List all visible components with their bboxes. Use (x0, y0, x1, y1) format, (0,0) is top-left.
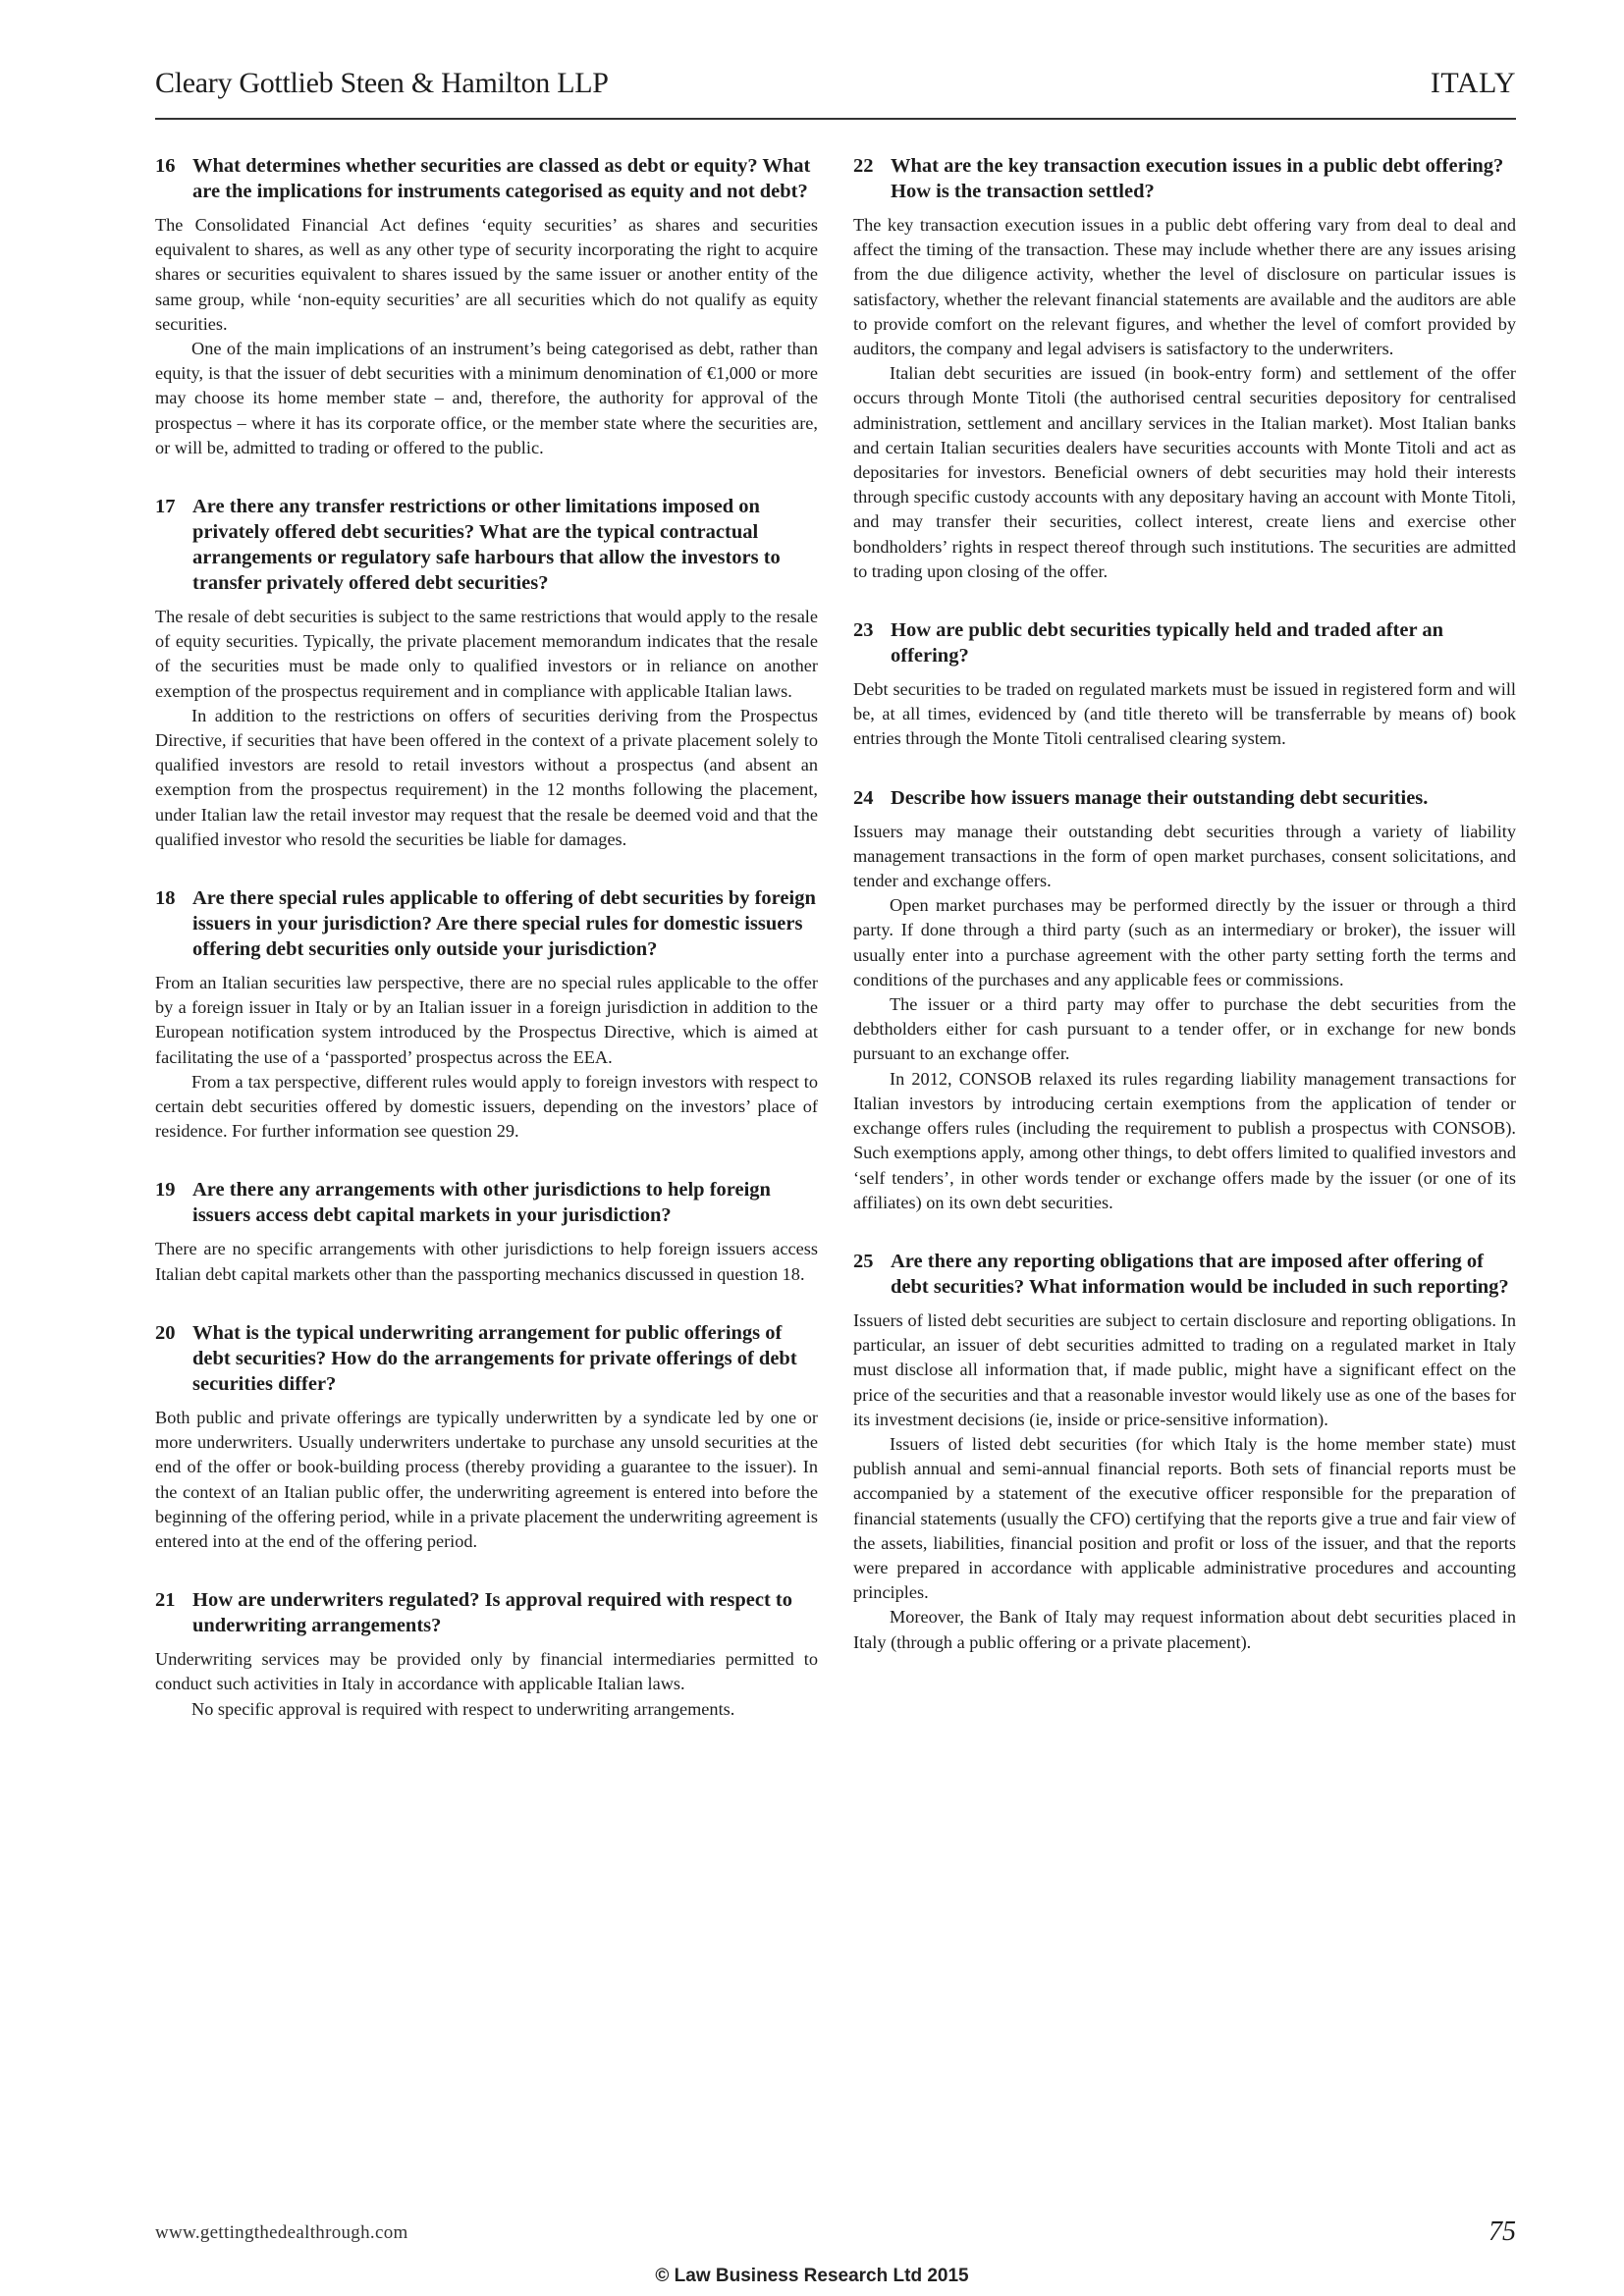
question-number: 20 (155, 1321, 176, 1344)
page-header (155, 65, 1516, 120)
answer-paragraph: In addition to the restrictions on offers of securities deriving from the Prospectus Directive, if securities that have been offered in the context of a private placement solely to qualified investors are resold to retail investors without a prospectus (and absent an exemption from the prospectus requirement) in the 12 months following the placement, under Italian law the retail investor may request that the resale be deemed void and that the qualified investor who resold the securities be liable for damages. (155, 705, 818, 849)
question-text: How are underwriters regulated? Is approval required with respect to underwriting arrangements? (192, 1589, 792, 1637)
question-heading (853, 612, 1516, 668)
question-number: 25 (853, 1250, 874, 1272)
question-text: What are the key transaction execution issues in a public debt offering? How is the transaction settled? (891, 155, 1504, 202)
answer-paragraph: Both public and private offerings are typically underwritten by a syndicate led by one or more underwriters. Usually underwriters undertake to purchase any unsold securities at the end of the offer or book-building process (thereby providing a guarantee to the issuer). In the context of an Italian public offer, the underwriting agreement is entered into before the beginning of the offering period, while in a private placement the underwriting agreement is entered into at the end of the offering period. (155, 1407, 818, 1551)
question-text: Are there special rules applicable to offering of debt securities by foreign issuers in your jurisdiction? Are there special rules for domestic issuers offering debt securities only outside your jurisdiction? (192, 887, 816, 961)
answer-paragraph: The resale of debt securities is subject to the same restrictions that would apply to the resale of equity securities. Typically, the private placement memorandum indicates that the resale of the securities must be made only to qualified investors or in reliance on another exemption of the prospectus requirement and in compliance with applicable Italian laws. (155, 607, 818, 701)
question-number: 21 (155, 1589, 176, 1612)
qa-section (155, 147, 818, 460)
answer-paragraph: No specific approval is required with respect to underwriting arrangements. (191, 1698, 735, 1719)
qa-section (155, 488, 818, 852)
answer-paragraph: Underwriting services may be provided only by financial intermediaries permitted to conduct such activities in Italy in accordance with applicable Italian laws. (155, 1649, 818, 1694)
question-heading (155, 880, 818, 962)
qa-section (853, 779, 1516, 1215)
question-number: 24 (853, 786, 874, 809)
answer-paragraph: From a tax perspective, different rules would apply to foreign investors with respect to certain debt securities offered by domestic issuers, depending on the investors’ place of residence. For further information see question 29. (155, 1071, 818, 1142)
question-number: 23 (853, 619, 874, 642)
copyright-notice: © Law Business Research Ltd 2015 (655, 2266, 969, 2286)
question-heading (155, 1314, 818, 1397)
footer-url[interactable]: www.gettingthedealthrough.com (155, 2222, 408, 2243)
question-number: 16 (155, 155, 176, 177)
answer-paragraph: The key transaction execution issues in a public debt offering vary from deal to deal and affect the timing of the transaction. These may include whether there are any issues arising from the due diligence activity, whether the level of disclosure on particular issues is satisfactory, whether the relevant financial statements are available and the auditors are able to provide comfort on the relevant figures, and whether the level of comfort provided by auditors, the company and legal advisers is satisfactory to the underwriters. (853, 215, 1516, 359)
answer-paragraph: Open market purchases may be performed directly by the issuer or through a third party. If done through a third party (such as an intermediary or broker), the issuer will usually enter into a purchase agreement with the other party setting forth the terms and conditions of the purchases and any applicable fees or commissions. (853, 895, 1516, 989)
answer-paragraph: Moreover, the Bank of Italy may request information about debt securities placed in Italy (through a public offering or a private placement). (853, 1607, 1516, 1652)
question-text: Describe how issuers manage their outstanding debt securities. (891, 786, 1429, 809)
answer-paragraph: From an Italian securities law perspective, there are no special rules applicable to the offer by a foreign issuer in Italy or by an Italian issuer in a foreign jurisdiction in addition to the European notification system introduced by the Prospectus Directive, which is aimed at facilitating the use of a ‘passported’ prospectus across the EEA. (155, 973, 818, 1067)
question-text: What is the typical underwriting arrangement for public offerings of debt securities? How do the arrangements for private offerings of debt securities differ? (192, 1321, 797, 1395)
left-column (155, 147, 818, 1749)
answer-paragraph: Italian debt securities are issued (in book-entry form) and settlement of the offer occurs through Monte Titoli (the authorised central securities depository for centralised administration, settlement and ancillary services in the Italian market). Most Italian banks and certain Italian securities dealers have securities accounts with Monte Titoli and act as depositaries for investors. Beneficial owners of debt securities may hold their interests through specific custody accounts with any depositary having an account with Monte Titoli, and may transfer their securities, collect interest, create liens and exercise other bondholders’ rights in respect thereof through such institutions. The securities are admitted to trading upon closing of the offer. (853, 363, 1516, 581)
qa-section (155, 880, 818, 1144)
qa-section (155, 1581, 818, 1722)
answer-paragraph: Issuers of listed debt securities are subject to certain disclosure and reporting obligations. In particular, an issuer of debt securities admitted to trading on a regulated market in Italy must disclose all information that, if made public, might have a significant effect on the price of the securities and that a reasonable investor would likely use as one of the bases for its investment decisions (ie, inside or price-sensitive information). (853, 1309, 1516, 1429)
qa-section (853, 612, 1516, 752)
answer-paragraph: There are no specific arrangements with other jurisdictions to help foreign issuers access Italian debt capital markets other than the passporting mechanics discussed in question 18. (155, 1239, 818, 1284)
question-number: 18 (155, 887, 176, 910)
question-heading (155, 1171, 818, 1228)
question-heading (853, 779, 1516, 811)
answer-paragraph: Debt securities to be traded on regulated markets must be issued in registered form and will be, at all times, evidenced by (and title thereto will be transferrable by means of) book entries through the Monte Titoli centralised clearing system. (853, 679, 1516, 749)
firm-name: Cleary Gottlieb Steen & Hamilton LLP (155, 67, 609, 99)
answer-paragraph: The issuer or a third party may offer to purchase the debt securities from the debtholders either for cash pursuant to a tender offer, or in exchange for new bonds pursuant to an exchange offer. (853, 994, 1516, 1064)
question-heading (155, 147, 818, 204)
right-column (853, 147, 1516, 1682)
answer-paragraph: The Consolidated Financial Act defines ‘equity securities’ as shares and securities equivalent to shares, as well as any other type of security incorporating the right to acquire shares or securities equivalent to shares issued by the same issuer or another entity of the same group, while ‘non-equity securities’ are all securities which do not qualify as equity securities. (155, 215, 818, 334)
question-number: 22 (853, 155, 874, 177)
question-text: Are there any arrangements with other jurisdictions to help foreign issuers access debt capital markets in your jurisdiction? (192, 1179, 771, 1227)
qa-section (155, 1171, 818, 1286)
answer-paragraph: Issuers may manage their outstanding debt securities through a variety of liability management transactions in the form of open market purchases, consent solicitations, and tender and exchange offers. (853, 821, 1516, 891)
answer-paragraph: In 2012, CONSOB relaxed its rules regarding liability management transactions for Italian investors by introducing certain exemptions from the application of tender or exchange offers rules (including the requirement to publish a prospectus with CONSOB). Such exemptions apply, among other things, to debt offers limited to qualified investors and ‘self tenders’, in other words tender or exchange offers made by the issuer (or one of its affiliates) on its own debt securities. (853, 1068, 1516, 1212)
question-text: What determines whether securities are classed as debt or equity? What are the implications for instruments categorised as equity and not debt? (192, 155, 811, 202)
question-heading (853, 1243, 1516, 1300)
country-title: ITALY (1430, 67, 1516, 99)
question-heading (155, 1581, 818, 1638)
question-text: Are there any reporting obligations that are imposed after offering of debt securities? What information would be included in such reporting? (891, 1250, 1509, 1298)
question-heading (853, 147, 1516, 204)
question-text: How are public debt securities typically held and traded after an offering? (891, 619, 1443, 667)
qa-section (853, 1243, 1516, 1655)
question-heading (155, 488, 818, 596)
question-text: Are there any transfer restrictions or other limitations imposed on privately offered debt securities? What are the typical contractual arrangements or regulatory safe harbours that allow the investors to transfer privately offered debt securities? (192, 496, 781, 595)
answer-paragraph: Issuers of listed debt securities (for which Italy is the home member state) must publish annual and semi-annual financial reports. Both sets of financial reports must be accompanied by a statement of the executive officer responsible for the preparation of financial statements (usually the CFO) certifying that the reports give a true and fair view of the assets, liabilities, financial position and profit or loss of the issuer, and that the reports were prepared in accordance with applicable administrative procedures and accounting principles. (853, 1433, 1516, 1603)
question-number: 17 (155, 496, 176, 518)
question-number: 19 (155, 1179, 176, 1201)
qa-section (853, 147, 1516, 584)
page-number: 75 (1489, 2216, 1516, 2247)
answer-paragraph: One of the main implications of an instrument’s being categorised as debt, rather than equity, is that the issuer of debt securities with a minimum denomination of €1,000 or more may choose its home member state – and, therefore, the authority for approval of the prospectus – where it has its corporate office, or the member state where the securities are, or will be, admitted to trading or offered to the public. (155, 339, 818, 457)
qa-section (155, 1314, 818, 1554)
